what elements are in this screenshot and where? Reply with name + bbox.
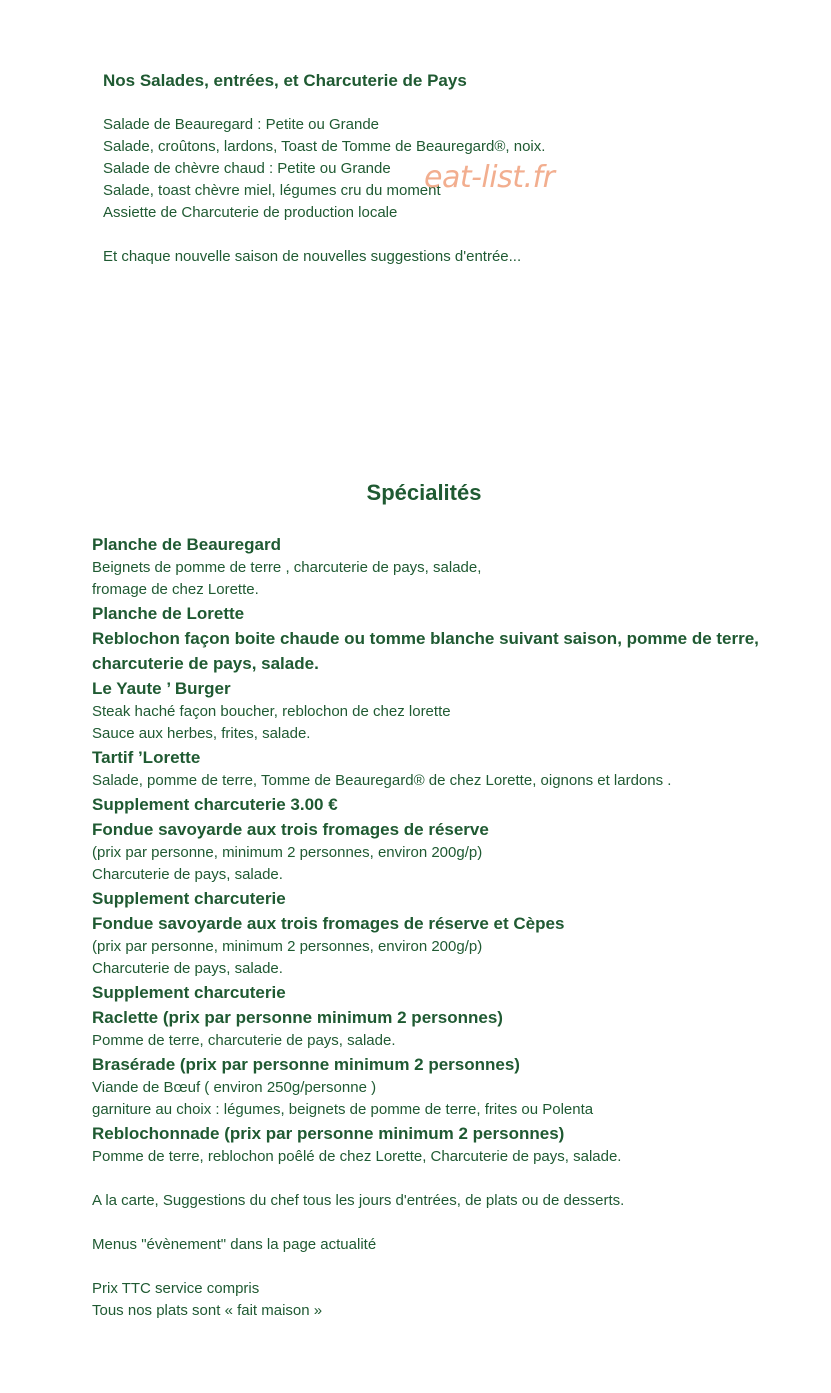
salades-line: Salade, croûtons, lardons, Toast de Tomme de Beauregard®, noix. [103, 138, 546, 155]
salades-line: Assiette de Charcuterie de production locale [103, 204, 398, 221]
salades-line: Salade de Beauregard : Petite ou Grande [103, 116, 380, 133]
dish-description: Menus "évènement" dans la page actualité [92, 1236, 377, 1253]
dish-description: (prix par personne, minimum 2 personnes, environ 200g/p) [92, 844, 483, 861]
dish-description: Salade, pomme de terre, Tomme de Beauregard® de chez Lorette, oignons et lardons . [92, 772, 672, 789]
spacer [92, 1212, 792, 1234]
dish-title: Supplement charcuterie [92, 889, 286, 908]
dish-title: Fondue savoyarde aux trois fromages de réserve [92, 820, 489, 839]
dish-description: Prix TTC service compris [92, 1280, 260, 1297]
dish-title: Planche de Lorette [92, 604, 245, 623]
specialites-heading: Spécialités [366, 480, 482, 505]
watermark-logo: eat-list.fr [424, 160, 555, 195]
dish-title: Brasérade (prix par personne minimum 2 personnes) [92, 1055, 520, 1074]
dish-title: Reblochon façon boite chaude ou tomme blanche suivant saison, pomme de terre, charcuterie de pays, salade. [92, 629, 759, 673]
dish-title: Le Yaute ’ Burger [92, 679, 231, 698]
dish-title: Raclette (prix par personne minimum 2 personnes) [92, 1008, 503, 1027]
salades-line: Salade, toast chèvre miel, légumes cru du moment [103, 182, 441, 199]
dish-description: Beignets de pomme de terre , charcuterie de pays, salade, [92, 559, 482, 576]
dish-description: Steak haché façon boucher, reblochon de chez lorette [92, 703, 451, 720]
salades-title: Nos Salades, entrées, et Charcuterie de Pays [103, 71, 467, 90]
dish-title: Supplement charcuterie [92, 983, 286, 1002]
dish-description: Pomme de terre, charcuterie de pays, salade. [92, 1032, 396, 1049]
dish-description: Sauce aux herbes, frites, salade. [92, 725, 311, 742]
dish-description: Charcuterie de pays, salade. [92, 960, 283, 977]
dish-description: Pomme de terre, reblochon poêlé de chez Lorette, Charcuterie de pays, salade. [92, 1148, 622, 1165]
dish-description: (prix par personne, minimum 2 personnes, environ 200g/p) [92, 938, 483, 955]
specialites-list [92, 532, 792, 1322]
dish-title: Reblochonnade (prix par personne minimum 2 personnes) [92, 1124, 565, 1143]
dish-title: Planche de Beauregard [92, 535, 281, 554]
dish-description: garniture au choix : légumes, beignets de pomme de terre, frites ou Polenta [92, 1101, 594, 1118]
spacer [92, 1256, 792, 1278]
dish-title: Supplement charcuterie 3.00 € [92, 795, 338, 814]
spacer [103, 224, 723, 246]
dish-description: fromage de chez Lorette. [92, 581, 259, 598]
dish-description: Charcuterie de pays, salade. [92, 866, 283, 883]
dish-description: Viande de Bœuf ( environ 250g/personne ) [92, 1079, 377, 1096]
dish-description: Tous nos plats sont « fait maison » [92, 1302, 323, 1319]
salades-section [103, 70, 723, 268]
salades-footer: Et chaque nouvelle saison de nouvelles suggestions d'entrée... [103, 248, 522, 265]
dish-title: Fondue savoyarde aux trois fromages de réserve et Cèpes [92, 914, 565, 933]
dish-description: A la carte, Suggestions du chef tous les jours d'entrées, de plats ou de desserts. [92, 1192, 625, 1209]
spacer [92, 1168, 792, 1190]
salades-line: Salade de chèvre chaud : Petite ou Grande [103, 160, 391, 177]
dish-title: Tartif ’Lorette [92, 748, 201, 767]
